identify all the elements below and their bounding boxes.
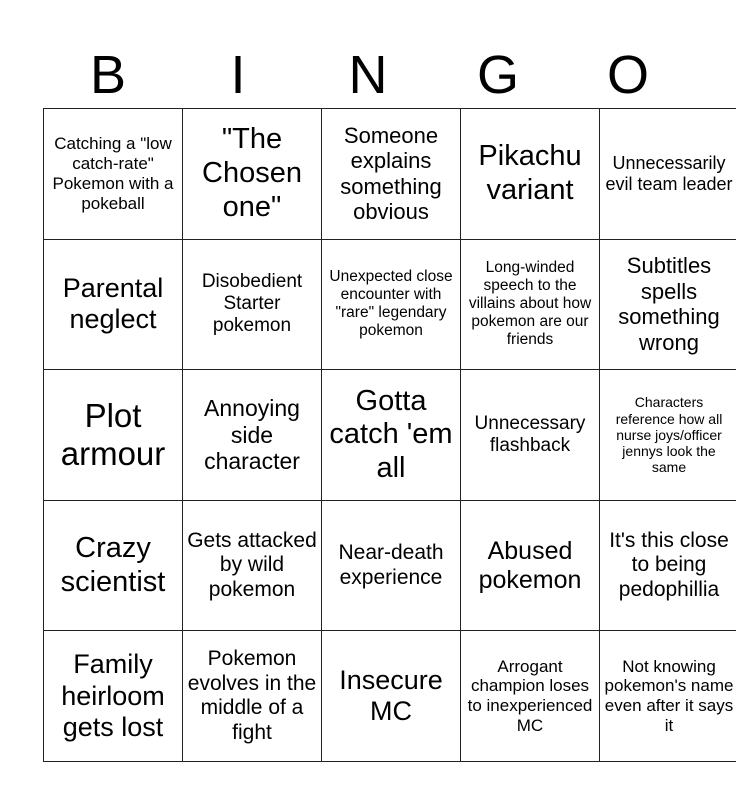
bingo-cell[interactable]: Crazy scientist — [44, 500, 183, 631]
header-letter-b: B — [89, 45, 127, 105]
bingo-cell[interactable]: Catching a "low catch-rate" Pokemon with a pokeball — [44, 109, 183, 240]
bingo-row-4 — [44, 500, 736, 631]
bingo-cell[interactable]: "The Chosen one" — [183, 109, 322, 240]
bingo-cell[interactable]: Unexpected close encounter with "rare" legendary pokemon — [322, 239, 461, 370]
bingo-cell[interactable]: Unnecessary flashback — [461, 370, 600, 501]
header-letter-i: I — [230, 45, 246, 105]
header-letter-n: N — [348, 45, 388, 105]
bingo-cell[interactable]: Family heirloom gets lost — [44, 631, 183, 762]
bingo-cell[interactable]: Parental neglect — [44, 239, 183, 370]
bingo-header — [43, 42, 693, 108]
bingo-cell[interactable]: Not knowing pokemon's name even after it says it — [600, 631, 736, 762]
bingo-cell[interactable]: Long-winded speech to the villains about how pokemon are our friends — [461, 239, 600, 370]
bingo-cell[interactable]: Annoying side character — [183, 370, 322, 501]
bingo-cell[interactable]: Pokemon evolves in the middle of a fight — [183, 631, 322, 762]
bingo-cell[interactable]: Pikachu variant — [461, 109, 600, 240]
bingo-row-1 — [44, 109, 736, 240]
bingo-cell[interactable]: Gets attacked by wild pokemon — [183, 500, 322, 631]
bingo-cell[interactable]: Near-death experience — [322, 500, 461, 631]
bingo-row-3 — [44, 370, 736, 501]
bingo-cell[interactable]: Disobedient Starter pokemon — [183, 239, 322, 370]
bingo-cell[interactable]: Subtitles spells something wrong — [600, 239, 736, 370]
bingo-cell[interactable]: Unnecessarily evil team leader — [600, 109, 736, 240]
bingo-cell[interactable]: Characters reference how all nurse joys/officer jennys look the same — [600, 370, 736, 501]
bingo-row-2 — [44, 239, 736, 370]
header-letter-g: G — [476, 45, 519, 105]
bingo-cell[interactable]: Abused pokemon — [461, 500, 600, 631]
bingo-cell[interactable]: It's this close to being pedophillia — [600, 500, 736, 631]
bingo-cell[interactable]: Arrogant champion loses to inexperienced MC — [461, 631, 600, 762]
bingo-cell[interactable]: Gotta catch 'em all — [322, 370, 461, 501]
bingo-row-5 — [44, 631, 736, 762]
bingo-cell[interactable]: Someone explains something obvious — [322, 109, 461, 240]
bingo-cell[interactable]: Insecure MC — [322, 631, 461, 762]
bingo-cell[interactable]: Plot armour — [44, 370, 183, 501]
bingo-card-grid — [43, 108, 736, 762]
header-letter-o: O — [606, 45, 649, 105]
